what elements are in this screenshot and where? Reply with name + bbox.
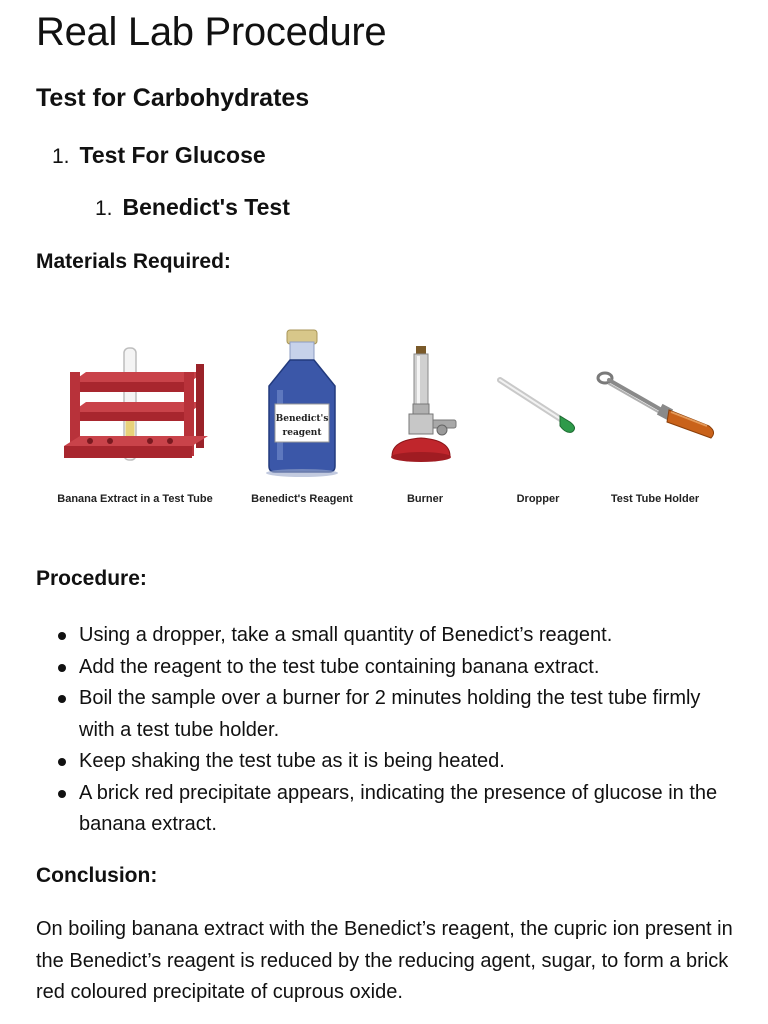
material-item: [380, 320, 470, 510]
material-item: [50, 320, 213, 510]
procedure-step: Using a dropper, take a small quantity of Benedict’s reagent.: [36, 620, 736, 652]
bunsen-burner-icon: [380, 320, 470, 470]
list-item-label: Benedict's Test: [122, 194, 290, 220]
material-label: Dropper: [516, 493, 560, 505]
procedure-step: Boil the sample over a burner for 2 minutes holding the test tube firmly with a test tube holder.: [36, 683, 736, 746]
procedure-list: [36, 620, 736, 841]
dropper-icon: [490, 320, 590, 470]
list-number: 1.: [95, 197, 113, 220]
test-tube-holder-icon: [585, 320, 725, 470]
materials-figure: [50, 320, 730, 520]
reagent-bottle-icon: [255, 320, 355, 480]
page-title: Real Lab Procedure: [36, 10, 387, 54]
conclusion-text: On boiling banana extract with the Benedict’s reagent, the cupric ion present in the Benedict’s reagent is reduced by the reducing agent, sugar, to form a brick red coloured precipitate of cuprous oxide.: [36, 918, 733, 1003]
material-label: Burner: [406, 493, 444, 505]
bottle-label-line1: Benedict's: [275, 414, 329, 424]
material-label: Banana Extract in a Test Tube: [57, 493, 213, 505]
procedure-step: A brick red precipitate appears, indicating the presence of glucose in the banana extract.: [36, 778, 736, 841]
materials-heading: Materials Required:: [36, 250, 231, 273]
conclusion-heading: Conclusion:: [36, 864, 158, 887]
material-item: [585, 320, 725, 510]
section-heading: Test for Carbohydrates: [36, 84, 310, 112]
procedure-step: Add the reagent to the test tube containing banana extract.: [36, 652, 736, 684]
list-item-level2: [95, 194, 290, 221]
material-label: Benedict's Reagent: [251, 493, 353, 505]
list-item-level1: [52, 142, 266, 169]
procedure-heading: Procedure:: [36, 567, 147, 590]
material-label: Test Tube Holder: [610, 493, 700, 505]
list-item-label: Test For Glucose: [79, 142, 266, 168]
bottle-label-line2: reagent: [282, 428, 322, 438]
list-number: 1.: [52, 145, 70, 168]
material-item: [251, 320, 355, 510]
material-item: [490, 320, 590, 510]
test-tube-rack-icon: [50, 320, 210, 470]
procedure-step: Keep shaking the test tube as it is being heated.: [36, 746, 736, 778]
